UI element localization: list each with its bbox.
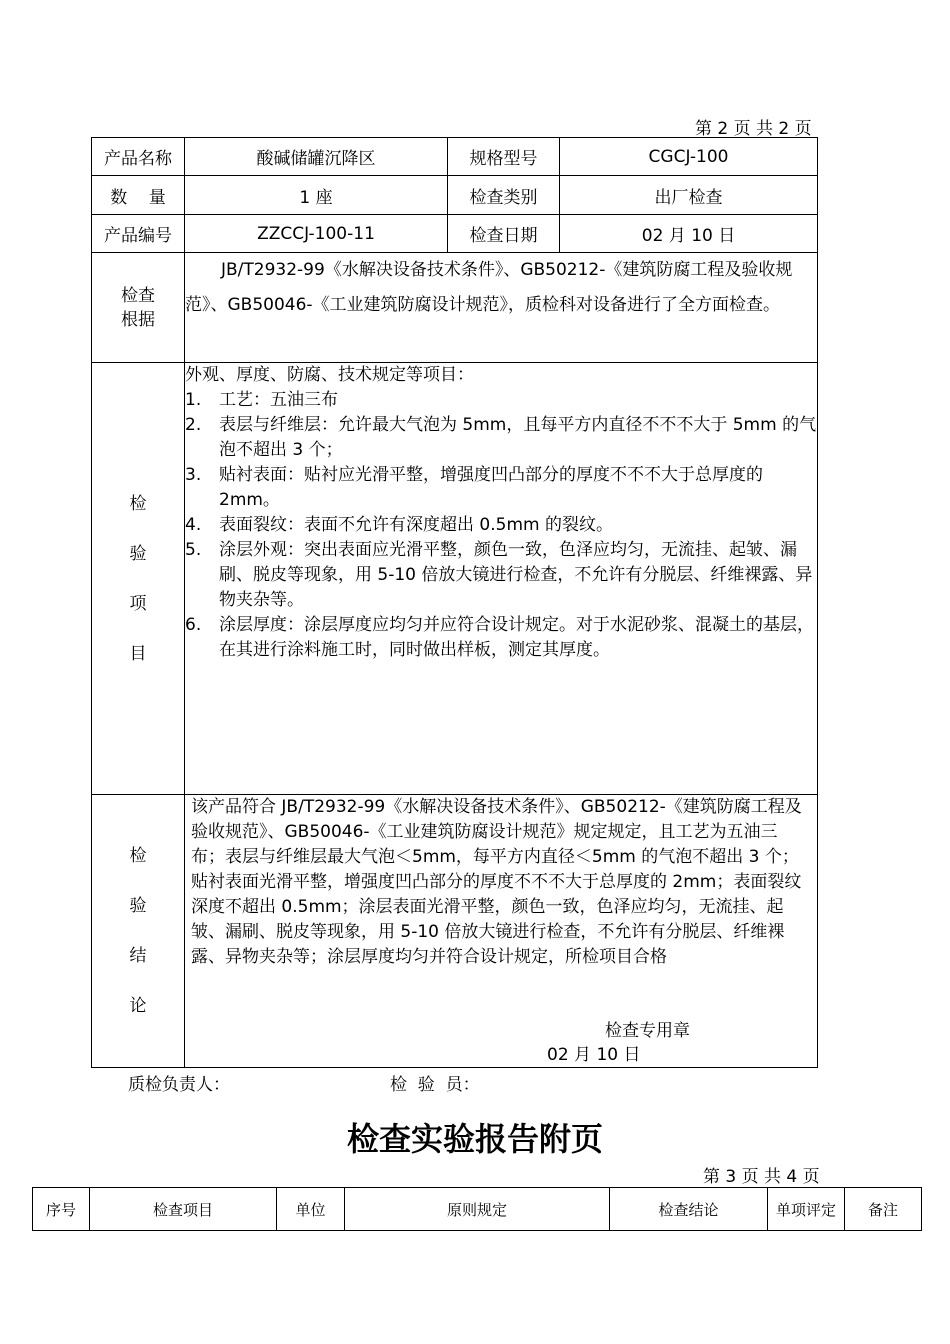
appendix-table: [32, 1187, 922, 1231]
inspection-date-label: 检查日期: [448, 215, 560, 253]
header-standard: 原则规定: [345, 1188, 610, 1231]
spec-value: CGCJ-100: [560, 138, 818, 176]
list-item-text: 工艺：五油三布: [219, 390, 338, 410]
inspection-type-value: 出厂检查: [560, 176, 818, 215]
basis-text: JB/T2932-99《水解决设备技术条件》、GB50212-《建筑防腐工程及验收规范》、GB50046-《工业建筑防腐设计规范》，质检科对设备进行了全方面检查。: [185, 253, 818, 363]
page-number: 第 3 页 共 4 页: [703, 1167, 820, 1187]
product-name-label: 产品名称: [92, 138, 185, 176]
list-item-number: 5.: [185, 540, 202, 560]
conclusion-label-char: 论: [129, 996, 147, 1016]
list-item-number: 3.: [185, 465, 202, 485]
list-item: [185, 463, 817, 513]
header-inspection-item: 检查项目: [90, 1188, 277, 1231]
items-label-char: 检: [129, 493, 147, 514]
items-label-char: 验: [129, 543, 147, 564]
list-item: [185, 388, 817, 413]
header-rating: 单项评定: [768, 1188, 845, 1231]
list-item-text: 表层与纤维层：允许最大气泡为 5mm，且每平方内直径不不不大于 5mm 的气泡不超出 3 个；: [219, 415, 817, 460]
conclusion-label-char: 结: [129, 946, 147, 966]
header-conclusion: 检查结论: [610, 1188, 768, 1231]
quantity-label: 数 量: [92, 176, 185, 215]
list-item: [185, 613, 817, 663]
list-item-number: 4.: [185, 515, 202, 535]
items-list: [185, 388, 817, 663]
list-item-text: 涂层外观：突出表面应光滑平整，颜色一致，色泽应均匀，无流挂、起皱、漏刷、脱皮等现象，用 5-10 倍放大镜进行检查，不允许有分脱层、纤维裸露、异物夹杂等。: [219, 540, 813, 610]
inspection-table: [91, 137, 818, 1068]
header-serial: 序号: [33, 1188, 90, 1231]
items-label-char: 目: [129, 643, 147, 664]
inspection-type-label: 检查类别: [448, 176, 560, 215]
items-label-char: 项: [129, 593, 147, 614]
header-unit: 单位: [277, 1188, 345, 1231]
list-item-number: 1.: [185, 390, 202, 410]
basis-label-line-2: 根据: [121, 309, 155, 330]
inspector-signature: 检 验 员：: [390, 1075, 480, 1095]
items-label: [92, 363, 185, 795]
conclusion-label-char: 检: [129, 846, 147, 866]
items-content: [185, 363, 818, 795]
items-intro: 外观、厚度、防腐、技术规定等项目：: [185, 365, 474, 385]
header-remarks: 备注: [845, 1188, 922, 1231]
qc-manager-signature: 质检负责人：: [128, 1075, 230, 1095]
conclusion-text: 该产品符合 JB/T2932-99《水解决设备技术条件》、GB50212-《建筑防腐工程及验收规范》、GB50046-《工业建筑防腐设计规范》规定规定，且工艺为五油三布；表层与纤维层最大气泡＜5mm，每平方内直径＜5mm 的气泡不超出 3 个；贴衬表面光滑平整，增强度凹凸部分的厚度不不不大于总厚度的 2mm；表面裂纹深度不超出 0.5mm；涂层表面光滑平整，颜色一致，色泽应均匀，无流挂、起皱、漏刷、脱皮等现象，用 5-10 倍放大镜进行检查，不允许有分脱层、纤维裸露、异物夹杂等；涂层厚度均匀并符合设计规定，所检项目合格: [191, 797, 802, 967]
conclusion-label: [92, 795, 185, 1068]
quantity-value: 1 座: [185, 176, 448, 215]
page-number: 第 2 页 共 2 页: [695, 119, 812, 139]
list-item: [185, 413, 817, 463]
conclusion-content: [185, 795, 818, 1068]
product-name-value: 酸碱储罐沉降区: [185, 138, 448, 176]
page-title: 检查实验报告附页: [346, 1120, 603, 1158]
inspection-date-value: 02 月 10 日: [560, 215, 818, 253]
list-item-number: 2.: [185, 415, 202, 435]
product-no-label: 产品编号: [92, 215, 185, 253]
list-item: [185, 538, 817, 613]
product-no-value: ZZCCJ-100-11: [185, 215, 448, 253]
list-item-text: 涂层厚度：涂层厚度应均匀并应符合设计规定。对于水泥砂浆、混凝土的基层，在其进行涂料施工时，同时做出样板，测定其厚度。: [219, 615, 814, 660]
list-item: [185, 513, 817, 538]
conclusion-date: 02 月 10 日: [547, 1045, 641, 1065]
spec-label: 规格型号: [448, 138, 560, 176]
list-item-text: 贴衬表面：贴衬应光滑平整，增强度凹凸部分的厚度不不不大于总厚度的 2mm。: [219, 465, 763, 510]
conclusion-label-char: 验: [129, 896, 147, 916]
inspection-stamp: 检查专用章: [605, 1021, 690, 1041]
basis-label: [92, 253, 185, 363]
basis-label-line-1: 检查: [121, 285, 155, 306]
list-item-number: 6.: [185, 615, 202, 635]
list-item-text: 表面裂纹：表面不允许有深度超出 0.5mm 的裂纹。: [219, 515, 613, 535]
